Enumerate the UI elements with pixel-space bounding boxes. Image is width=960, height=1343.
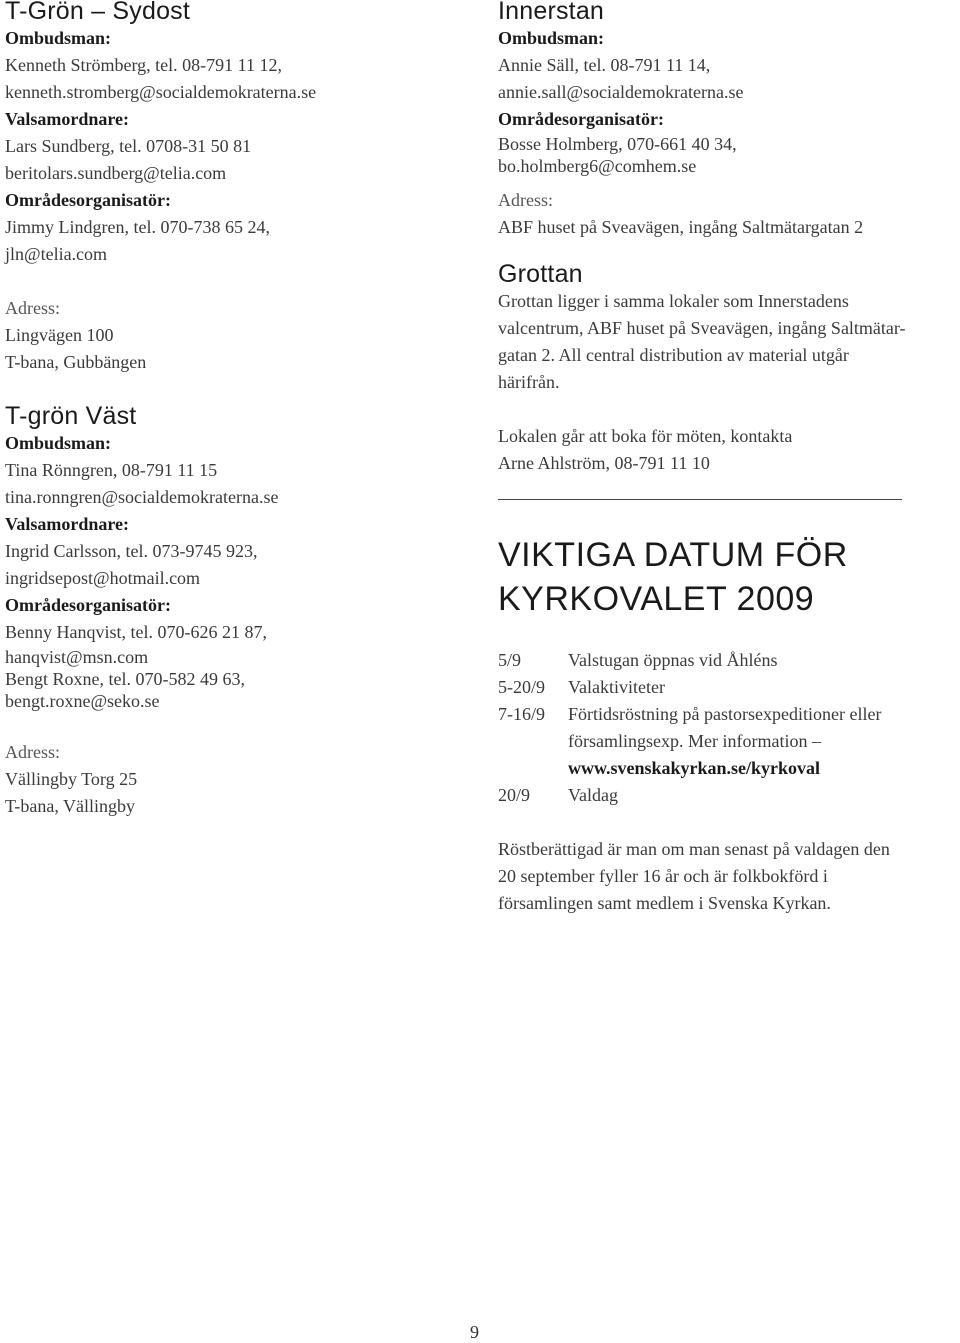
footer-line: församlingen samt medlem i Svenska Kyrkan. <box>498 893 831 913</box>
footer-line: 20 september fyller 16 år och är folkbokförd i <box>498 866 828 886</box>
contact-line: Annie Säll, tel. 08-791 11 14, <box>498 55 711 75</box>
email-line: tina.ronngren@socialdemokraterna.se <box>5 487 279 507</box>
viktiga-title-line-2: KYRKOVALET 2009 <box>498 580 815 618</box>
paragraph-line: Grottan ligger i samma lokaler som Innerstadens <box>498 291 849 311</box>
contact-line: Benny Hanqvist, tel. 070-626 21 87, <box>5 622 267 642</box>
date-cell: 5-20/9 <box>498 677 545 697</box>
ombudsman-label: Ombudsman: <box>5 433 112 453</box>
email-line: bo.holmberg6@comhem.se <box>498 156 697 176</box>
date-text: Förtidsröstning på pastorsexpeditioner eller <box>568 704 882 724</box>
right-column <box>498 0 948 917</box>
email-line: ingridsepost@hotmail.com <box>5 568 201 588</box>
paragraph-line: gatan 2. All central distribution av material utgår <box>498 345 849 365</box>
date-text: Valstugan öppnas vid Åhléns <box>568 650 778 670</box>
dates-table <box>498 647 881 809</box>
ombudsman-label: Ombudsman: <box>5 28 112 48</box>
email-line: jln@telia.com <box>5 244 108 264</box>
valsamordnare-label: Valsamordnare: <box>5 109 130 129</box>
date-text: församlingsexp. Mer information – <box>568 731 821 751</box>
date-text-block <box>568 701 881 782</box>
email-line: bengt.roxne@seko.se <box>5 691 160 711</box>
adress-label: Adress: <box>498 190 553 210</box>
date-text: Valdag <box>568 785 618 805</box>
left-column <box>5 0 475 820</box>
footer-line: Röstberättigad är man om man senast på valdagen den <box>498 839 890 859</box>
email-line: kenneth.stromberg@socialdemokraterna.se <box>5 82 317 102</box>
date-row <box>498 674 881 701</box>
date-row <box>498 701 881 782</box>
paragraph-line: Arne Ahlström, 08-791 11 10 <box>498 453 710 473</box>
page-number: 9 <box>470 1322 479 1342</box>
contact-line: Jimmy Lindgren, tel. 070-738 65 24, <box>5 217 270 237</box>
address-line: ABF huset på Sveavägen, ingång Saltmätargatan 2 <box>498 217 864 237</box>
date-cell: 5/9 <box>498 650 522 670</box>
date-cell: 7-16/9 <box>498 704 545 724</box>
contact-line: Ingrid Carlsson, tel. 073-9745 923, <box>5 541 258 561</box>
date-cell: 20/9 <box>498 785 531 805</box>
address-line: T-bana, Vällingby <box>5 796 135 816</box>
viktiga-title-line-1: VIKTIGA DATUM FÖR <box>498 536 848 574</box>
paragraph-line: härifrån. <box>498 372 560 392</box>
email-line: hanqvist@msn.com <box>5 647 149 667</box>
section-title-vast: T-grön Väst <box>5 402 137 430</box>
kyrkoval-link[interactable]: www.svenskakyrkan.se/kyrkoval <box>568 758 821 778</box>
paragraph-line: valcentrum, ABF huset på Sveavägen, ingång Saltmätar- <box>498 318 906 338</box>
adress-label: Adress: <box>5 298 60 318</box>
section-title-innerstan: Innerstan <box>498 0 605 25</box>
omradesorganisator-label: Områdesorganisatör: <box>5 190 171 210</box>
contact-line: Tina Rönngren, 08-791 11 15 <box>5 460 218 480</box>
date-text: Valaktiviteter <box>568 677 665 697</box>
section-title-sydost: T-Grön – Sydost <box>5 0 191 25</box>
section-title-grottan: Grottan <box>498 260 583 288</box>
adress-label: Adress: <box>5 742 60 762</box>
address-line: Lingvägen 100 <box>5 325 114 345</box>
contact-line: Lars Sundberg, tel. 0708-31 50 81 <box>5 136 252 156</box>
paragraph-line: Lokalen går att boka för möten, kontakta <box>498 426 793 446</box>
valsamordnare-label: Valsamordnare: <box>5 514 130 534</box>
contact-line: Bosse Holmberg, 070-661 40 34, <box>498 134 737 154</box>
address-line: T-bana, Gubbängen <box>5 352 147 372</box>
omradesorganisator-label: Områdesorganisatör: <box>5 595 171 615</box>
contact-line: Bengt Roxne, tel. 070-582 49 63, <box>5 669 245 689</box>
omradesorganisator-label: Områdesorganisatör: <box>498 109 664 129</box>
date-row <box>498 782 881 809</box>
section-divider <box>498 499 902 500</box>
email-line: annie.sall@socialdemokraterna.se <box>498 82 744 102</box>
contact-line: Kenneth Strömberg, tel. 08-791 11 12, <box>5 55 282 75</box>
address-line: Vällingby Torg 25 <box>5 769 138 789</box>
ombudsman-label: Ombudsman: <box>498 28 605 48</box>
date-row <box>498 647 881 674</box>
email-line: beritolars.sundberg@telia.com <box>5 163 227 183</box>
